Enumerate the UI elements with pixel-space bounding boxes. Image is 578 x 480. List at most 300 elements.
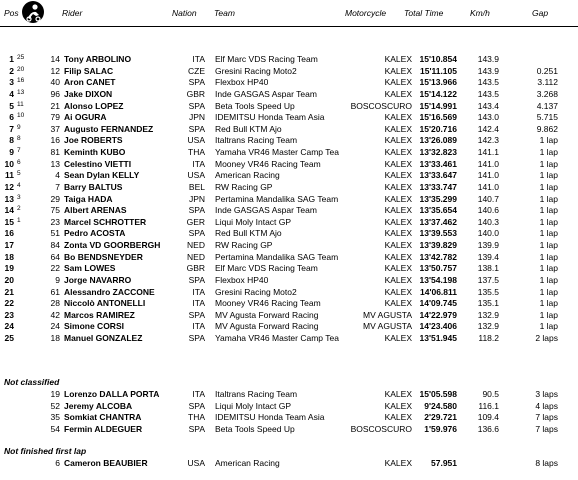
gap: 1 lap — [539, 205, 558, 216]
motorcycle: KALEX — [384, 274, 412, 285]
table-row — [0, 89, 578, 100]
rider-number: 64 — [50, 251, 60, 262]
nation: THA — [188, 147, 205, 158]
motorcycle: KALEX — [384, 112, 412, 123]
gap: 1 lap — [539, 181, 558, 192]
rider-name: Pedro ACOSTA — [64, 228, 126, 239]
nation: SPA — [188, 205, 205, 216]
total-time: 13'37.462 — [419, 216, 457, 227]
rider-name: Sam LOWES — [64, 263, 116, 274]
grid-position: 8 — [17, 135, 21, 143]
motorcycle: KALEX — [384, 458, 412, 468]
total-time: 13'39.553 — [419, 228, 457, 239]
total-time: 15'10.854 — [419, 54, 457, 64]
gap: 1 lap — [539, 321, 558, 332]
gap: 1 lap — [539, 240, 558, 251]
nation: ITA — [192, 54, 205, 64]
speed-kmh: 143.4 — [477, 100, 499, 111]
motorcycle: KALEX — [384, 333, 412, 344]
total-time: 13'51.945 — [419, 333, 457, 344]
grid-position: 3 — [17, 193, 21, 201]
grid-position: 20 — [17, 65, 25, 73]
grid-position: 2 — [17, 205, 21, 213]
position: 1 — [9, 54, 14, 64]
team-name: Pertamina Mandalika SAG Team — [215, 193, 339, 204]
rider-number: 81 — [50, 147, 60, 158]
position: 2 — [9, 65, 14, 76]
rider-number: 84 — [50, 240, 60, 251]
total-time: 14'06.811 — [419, 286, 457, 297]
speed-kmh: 140.0 — [477, 228, 499, 239]
gap: 7 laps — [535, 423, 558, 434]
gap: 1 lap — [539, 263, 558, 274]
rider-number: 29 — [50, 193, 60, 204]
rider-number: 23 — [50, 216, 60, 227]
grid-position: 9 — [17, 123, 21, 131]
total-time: 13'33.461 — [419, 158, 457, 169]
rider-name: Celestino VIETTI — [64, 158, 132, 169]
total-time: 57.951 — [431, 458, 457, 468]
rider-number: 14 — [50, 54, 60, 64]
gap: 5.715 — [536, 112, 558, 123]
rider-name: Sean Dylan KELLY — [64, 170, 140, 181]
team-name: Italtrans Racing Team — [215, 135, 298, 146]
table-row — [0, 263, 578, 274]
position: 13 — [4, 193, 14, 204]
team-name: Flexbox HP40 — [215, 77, 269, 88]
rider-name: Jeremy ALCOBA — [64, 400, 133, 411]
total-time: 14'22.979 — [419, 309, 457, 320]
position: 6 — [9, 112, 14, 123]
rider-name: Bo BENDSNEYDER — [64, 251, 143, 262]
nation: SPA — [188, 333, 205, 344]
speed-kmh: 132.9 — [477, 321, 499, 332]
position: 23 — [4, 309, 14, 320]
total-time: 15'14.991 — [419, 100, 457, 111]
team-name: Pertamina Mandalika SAG Team — [215, 251, 339, 262]
speed-kmh: 143.9 — [477, 65, 499, 76]
rider-name: Jake DIXON — [64, 88, 113, 99]
position: 4 — [9, 88, 14, 99]
nation: JPN — [188, 193, 205, 204]
table-row — [0, 252, 578, 263]
nation: ITA — [192, 158, 205, 169]
speed-kmh: 140.7 — [477, 193, 499, 204]
nation: SPA — [188, 309, 205, 320]
speed-kmh: 139.4 — [477, 251, 499, 262]
nation: BEL — [188, 181, 205, 192]
rider-number: 42 — [50, 309, 60, 320]
rider-name: Marcos RAMIREZ — [64, 309, 135, 320]
not-classified-title: Not classified — [4, 377, 60, 387]
team-name: American Racing — [215, 458, 280, 468]
rider-name: Lorenzo DALLA PORTA — [64, 389, 160, 399]
table-row — [0, 275, 578, 286]
speed-kmh: 109.4 — [477, 412, 499, 423]
gap: 1 lap — [539, 228, 558, 239]
table-row — [0, 182, 578, 193]
table-row — [0, 194, 578, 205]
rider-name: Fermin ALDEGUER — [64, 423, 143, 434]
rider-number: 6 — [55, 458, 60, 468]
team-name: Yamaha VR46 Master Camp Tea — [215, 333, 339, 344]
table-row — [0, 217, 578, 228]
total-time: 13'42.782 — [419, 251, 457, 262]
rider-number: 54 — [50, 423, 60, 434]
gap: 7 laps — [535, 412, 558, 423]
table-row — [0, 458, 578, 469]
total-time: 14'23.406 — [419, 321, 457, 332]
nation: ITA — [192, 321, 205, 332]
speed-kmh: 139.9 — [477, 240, 499, 251]
position: 10 — [4, 158, 14, 169]
motorcycle: KALEX — [384, 123, 412, 134]
speed-kmh: 90.5 — [482, 389, 499, 399]
table-row — [0, 412, 578, 423]
rider-number: 21 — [50, 100, 60, 111]
nation: JPN — [188, 112, 205, 123]
header-nation: Nation — [172, 8, 197, 18]
rider-name: Tony ARBOLINO — [64, 54, 132, 64]
total-time: 13'32.823 — [419, 147, 457, 158]
gap: 1 lap — [539, 298, 558, 309]
grid-position: 16 — [17, 77, 25, 85]
rider-number: 75 — [50, 205, 60, 216]
rider-name: Niccolò ANTONELLI — [64, 298, 146, 309]
total-time: 9'24.580 — [424, 400, 457, 411]
total-time: 13'50.757 — [419, 263, 457, 274]
header-kmh: Km/h — [470, 8, 490, 18]
total-time: 13'39.829 — [419, 240, 457, 251]
total-time: 14'09.745 — [419, 298, 457, 309]
total-time: 2'29.721 — [424, 412, 457, 423]
table-row — [0, 321, 578, 332]
nation: NED — [187, 240, 205, 251]
total-time: 13'33.747 — [419, 181, 457, 192]
header-motorcycle: Motorcycle — [345, 8, 387, 18]
rider-name: Keminth KUBO — [64, 147, 126, 158]
motorcycle: KALEX — [384, 240, 412, 251]
total-time: 15'20.716 — [419, 123, 457, 134]
rider-number: 7 — [55, 181, 60, 192]
nation: THA — [188, 412, 205, 423]
rider-number: 51 — [50, 228, 60, 239]
rider-number: 4 — [55, 170, 60, 181]
rider-number: 37 — [50, 123, 60, 134]
team-name: Elf Marc VDS Racing Team — [215, 54, 318, 64]
team-name: Mooney VR46 Racing Team — [215, 298, 321, 309]
rider-name: Joe ROBERTS — [64, 135, 123, 146]
nation: USA — [187, 458, 205, 468]
rider-number: 16 — [50, 135, 60, 146]
gap: 1 lap — [539, 286, 558, 297]
position: 16 — [4, 228, 14, 239]
team-name: Beta Tools Speed Up — [215, 423, 295, 434]
table-row — [0, 240, 578, 251]
motorcycle: KALEX — [384, 88, 412, 99]
gap: 3.268 — [536, 88, 558, 99]
position: 12 — [4, 181, 14, 192]
header-team: Team — [214, 8, 235, 18]
table-row — [0, 310, 578, 321]
team-name: Red Bull KTM Ajo — [215, 228, 282, 239]
team-name: Inde GASGAS Aspar Team — [215, 88, 317, 99]
nation: USA — [187, 135, 205, 146]
position: 19 — [4, 263, 14, 274]
table-row — [0, 66, 578, 77]
table-row — [0, 147, 578, 158]
team-name: Red Bull KTM Ajo — [215, 123, 282, 134]
gap: 1 lap — [539, 193, 558, 204]
rider-name: Somkiat CHANTRA — [64, 412, 142, 423]
rider-number: 61 — [50, 286, 60, 297]
total-time: 15'05.598 — [419, 389, 457, 399]
team-name: Beta Tools Speed Up — [215, 100, 295, 111]
total-time: 15'16.569 — [419, 112, 457, 123]
motorcycle: KALEX — [384, 389, 412, 399]
rider-number: 52 — [50, 400, 60, 411]
rider-name: Marcel SCHROTTER — [64, 216, 147, 227]
speed-kmh: 141.0 — [477, 158, 499, 169]
speed-kmh: 137.5 — [477, 274, 499, 285]
grid-position: 13 — [17, 88, 25, 96]
rider-name: Jorge NAVARRO — [64, 274, 132, 285]
motorcycle: KALEX — [384, 135, 412, 146]
grid-position: 4 — [17, 181, 21, 189]
motorcycle: KALEX — [384, 77, 412, 88]
table-row — [0, 333, 578, 344]
header-rider: Rider — [62, 8, 83, 18]
total-time: 13'26.089 — [419, 135, 457, 146]
table-row — [0, 389, 578, 400]
speed-kmh: 143.9 — [477, 54, 499, 64]
rider-name: Cameron BEAUBIER — [64, 458, 148, 468]
rider-number: 79 — [50, 112, 60, 123]
team-name: RW Racing GP — [215, 181, 273, 192]
table-row — [0, 77, 578, 88]
rider-number: 13 — [50, 158, 60, 169]
team-name: Liqui Moly Intact GP — [215, 216, 292, 227]
rider-number: 35 — [50, 412, 60, 423]
rider-name: Alessandro ZACCONE — [64, 286, 155, 297]
grid-position: 1 — [17, 216, 21, 224]
motorcycle: KALEX — [384, 251, 412, 262]
position: 24 — [4, 321, 14, 332]
gap: 4 laps — [535, 400, 558, 411]
motorcycle: KALEX — [384, 54, 412, 64]
speed-kmh: 143.0 — [477, 112, 499, 123]
speed-kmh: 143.5 — [477, 77, 499, 88]
total-time: 13'35.654 — [419, 205, 457, 216]
motorcycle: KALEX — [384, 400, 412, 411]
grid-position: 11 — [17, 100, 24, 108]
speed-kmh: 141.0 — [477, 170, 499, 181]
gap: 1 lap — [539, 216, 558, 227]
position: 25 — [4, 333, 14, 344]
rider-name: Augusto FERNANDEZ — [64, 123, 154, 134]
team-name: American Racing — [215, 170, 280, 181]
motorcycle: KALEX — [384, 181, 412, 192]
nation: SPA — [188, 400, 205, 411]
nation: SPA — [188, 77, 205, 88]
motorcycle: KALEX — [384, 147, 412, 158]
position: 8 — [9, 135, 14, 146]
rider-number: 12 — [50, 65, 60, 76]
speed-kmh: 132.9 — [477, 309, 499, 320]
table-row — [0, 124, 578, 135]
nation: ITA — [192, 286, 205, 297]
nation: ITA — [192, 298, 205, 309]
rider-number: 19 — [50, 389, 60, 399]
speed-kmh: 142.3 — [477, 135, 499, 146]
nation: SPA — [188, 100, 205, 111]
gap: 2 laps — [535, 333, 558, 344]
motorcycle: MV AGUSTA — [363, 321, 412, 332]
motorcycle: BOSCOSCURO — [350, 423, 412, 434]
rider-name: Ai OGURA — [64, 112, 107, 123]
position: 20 — [4, 274, 14, 285]
motorcycle: KALEX — [384, 286, 412, 297]
team-name: RW Racing GP — [215, 240, 273, 251]
rider-name: Barry BALTUS — [64, 181, 123, 192]
rider-name: Albert ARENAS — [64, 205, 127, 216]
header-gap: Gap — [532, 8, 549, 18]
rider-number: 22 — [50, 263, 60, 274]
motorcycle: KALEX — [384, 170, 412, 181]
position: 21 — [4, 286, 14, 297]
nation: ITA — [192, 389, 205, 399]
speed-kmh: 135.5 — [477, 286, 499, 297]
nation: GBR — [186, 263, 205, 274]
rider-number: 96 — [50, 88, 60, 99]
team-name: Inde GASGAS Aspar Team — [215, 205, 317, 216]
motorcycle: MV AGUSTA — [363, 309, 412, 320]
nation: SPA — [188, 228, 205, 239]
gap: 1 lap — [539, 158, 558, 169]
motorcycle: KALEX — [384, 228, 412, 239]
rider-number: 24 — [50, 321, 60, 332]
speed-kmh: 141.0 — [477, 181, 499, 192]
gap: 3.112 — [537, 77, 558, 88]
gap: 1 lap — [539, 251, 558, 262]
total-time: 15'11.105 — [419, 65, 457, 76]
table-row — [0, 159, 578, 170]
speed-kmh: 142.4 — [477, 123, 499, 134]
grid-position: 10 — [17, 112, 25, 120]
speed-kmh: 140.3 — [477, 216, 499, 227]
team-name: Flexbox HP40 — [215, 274, 269, 285]
not-finished-title: Not finished first lap — [4, 446, 87, 456]
rider-number: 40 — [50, 77, 60, 88]
rider-name: Alonso LOPEZ — [64, 100, 124, 111]
nation: SPA — [188, 274, 205, 285]
grid-position: 6 — [17, 158, 21, 166]
position: 14 — [4, 205, 14, 216]
total-time: 13'33.647 — [419, 170, 457, 181]
nation: GER — [186, 216, 205, 227]
motorcycle: KALEX — [384, 298, 412, 309]
table-row — [0, 298, 578, 309]
team-name: Italtrans Racing Team — [215, 389, 298, 399]
position: 9 — [9, 147, 14, 158]
gap: 1 lap — [539, 274, 558, 285]
speed-kmh: 135.1 — [477, 298, 499, 309]
team-name: Elf Marc VDS Racing Team — [215, 263, 318, 274]
team-name: Gresini Racing Moto2 — [215, 286, 297, 297]
motorcycle: KALEX — [384, 205, 412, 216]
position: 5 — [9, 100, 14, 111]
motorcycle: KALEX — [384, 193, 412, 204]
total-time: 15'14.122 — [419, 88, 457, 99]
position: 7 — [9, 123, 14, 134]
nation: USA — [187, 170, 205, 181]
speed-kmh: 140.6 — [477, 205, 499, 216]
speed-kmh: 138.1 — [477, 263, 499, 274]
table-row — [0, 170, 578, 181]
position: 18 — [4, 251, 14, 262]
team-name: MV Agusta Forward Racing — [215, 309, 319, 320]
table-row — [0, 54, 578, 65]
team-name: Yamaha VR46 Master Camp Tea — [215, 147, 339, 158]
rider-number: 28 — [50, 298, 60, 309]
motorcycle: KALEX — [384, 412, 412, 423]
table-row — [0, 112, 578, 123]
team-name: IDEMITSU Honda Team Asia — [215, 412, 325, 423]
speed-kmh: 118.2 — [478, 333, 499, 344]
speed-kmh: 116.1 — [478, 400, 499, 411]
gap: 1 lap — [539, 170, 558, 181]
team-name: Liqui Moly Intact GP — [215, 400, 292, 411]
nation: GBR — [186, 88, 205, 99]
rider-name: Filip SALAC — [64, 65, 114, 76]
position: 11 — [5, 170, 14, 181]
rider-number: 18 — [50, 333, 60, 344]
total-time: 15'13.966 — [419, 77, 457, 88]
rider-name: Taiga HADA — [64, 193, 113, 204]
gap: 9.862 — [536, 123, 558, 134]
position: 15 — [4, 216, 14, 227]
gap: 0.251 — [536, 65, 558, 76]
total-time: 13'35.299 — [419, 193, 457, 204]
nation: SPA — [188, 123, 205, 134]
motorcycle: KALEX — [384, 158, 412, 169]
total-time: 1'59.976 — [424, 423, 457, 434]
nation: SPA — [188, 423, 205, 434]
position: 22 — [4, 298, 14, 309]
header-pos: Pos — [4, 8, 19, 18]
table-row — [0, 135, 578, 146]
team-name: Mooney VR46 Racing Team — [215, 158, 321, 169]
rider-name: Manuel GONZALEZ — [64, 333, 143, 344]
rider-number: 9 — [55, 274, 60, 285]
grid-position: 25 — [17, 54, 25, 61]
gap: 3 laps — [535, 389, 558, 399]
gap: 1 lap — [539, 147, 558, 158]
table-row — [0, 424, 578, 435]
rider-name: Simone CORSI — [64, 321, 124, 332]
table-header — [0, 0, 578, 27]
team-name: MV Agusta Forward Racing — [215, 321, 319, 332]
motorcycle: KALEX — [384, 65, 412, 76]
table-row — [0, 401, 578, 412]
gap: 8 laps — [535, 458, 558, 468]
gap: 1 lap — [539, 309, 558, 320]
grid-position: 5 — [17, 170, 21, 178]
header-total-time: Total Time — [404, 8, 444, 18]
speed-kmh: 136.6 — [477, 423, 499, 434]
nation: NED — [187, 251, 205, 262]
speed-kmh: 143.5 — [477, 88, 499, 99]
